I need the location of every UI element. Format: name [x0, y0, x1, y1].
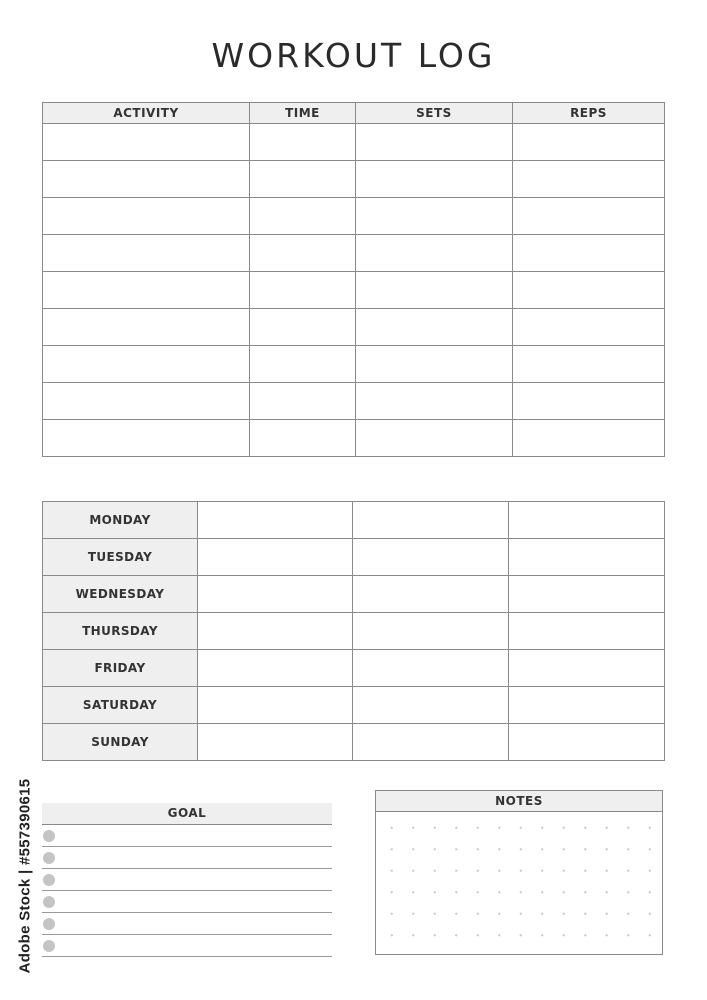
day-label-friday: FRIDAY [43, 650, 198, 687]
week-cell[interactable] [198, 724, 353, 761]
week-cell[interactable] [509, 724, 665, 761]
activity-row [43, 161, 665, 198]
activity-cell[interactable] [513, 309, 665, 346]
day-label-wednesday: WEDNESDAY [43, 576, 198, 613]
goal-header: GOAL [42, 803, 332, 825]
week-cell[interactable] [353, 724, 509, 761]
activity-cell[interactable] [250, 383, 356, 420]
activity-cell[interactable] [250, 346, 356, 383]
bullet-icon [43, 830, 55, 842]
week-cell[interactable] [198, 687, 353, 724]
week-cell[interactable] [198, 576, 353, 613]
activity-cell[interactable] [513, 383, 665, 420]
day-label-thursday: THURSDAY [43, 613, 198, 650]
activity-cell[interactable] [250, 235, 356, 272]
activity-row [43, 383, 665, 420]
week-cell[interactable] [198, 613, 353, 650]
week-cell[interactable] [509, 576, 665, 613]
bullet-icon [43, 852, 55, 864]
week-row [43, 687, 665, 724]
bullet-icon [43, 918, 55, 930]
week-row [43, 539, 665, 576]
notes-section [375, 790, 663, 955]
stock-id-text: Adobe Stock | #557390615 [16, 778, 34, 974]
week-cell[interactable] [353, 539, 509, 576]
column-header-sets: SETS [356, 103, 513, 124]
week-cell[interactable] [198, 539, 353, 576]
activity-row [43, 420, 665, 457]
activity-table-header [43, 103, 665, 124]
week-cell[interactable] [509, 613, 665, 650]
activity-cell[interactable] [43, 124, 250, 161]
activity-cell[interactable] [513, 346, 665, 383]
activity-cell[interactable] [356, 309, 513, 346]
goal-line[interactable] [42, 935, 332, 957]
week-cell[interactable] [509, 650, 665, 687]
week-cell[interactable] [353, 576, 509, 613]
activity-cell[interactable] [250, 198, 356, 235]
week-cell[interactable] [509, 502, 665, 539]
bullet-icon [43, 940, 55, 952]
activity-cell[interactable] [250, 420, 356, 457]
activity-row [43, 198, 665, 235]
activity-cell[interactable] [356, 346, 513, 383]
activity-cell[interactable] [513, 124, 665, 161]
notes-header: NOTES [376, 791, 662, 812]
activity-row [43, 272, 665, 309]
bullet-icon [43, 896, 55, 908]
dotted-notes-area[interactable] [376, 812, 662, 954]
goal-line[interactable] [42, 869, 332, 891]
week-cell[interactable] [353, 650, 509, 687]
bullet-icon [43, 874, 55, 886]
activity-cell[interactable] [250, 161, 356, 198]
day-label-sunday: SUNDAY [43, 724, 198, 761]
activity-cell[interactable] [43, 235, 250, 272]
activity-cell[interactable] [250, 272, 356, 309]
activity-cell[interactable] [43, 161, 250, 198]
activity-cell[interactable] [513, 235, 665, 272]
activity-cell[interactable] [356, 272, 513, 309]
week-row [43, 576, 665, 613]
activity-row [43, 235, 665, 272]
activity-cell[interactable] [513, 420, 665, 457]
week-row [43, 650, 665, 687]
week-cell[interactable] [353, 687, 509, 724]
activity-cell[interactable] [356, 235, 513, 272]
activity-cell[interactable] [513, 198, 665, 235]
week-row [43, 724, 665, 761]
goal-list [42, 825, 332, 957]
goal-line[interactable] [42, 913, 332, 935]
activity-table [42, 102, 665, 457]
activity-cell[interactable] [250, 124, 356, 161]
activity-cell[interactable] [513, 161, 665, 198]
activity-cell[interactable] [43, 198, 250, 235]
activity-cell[interactable] [43, 272, 250, 309]
activity-row [43, 309, 665, 346]
day-label-tuesday: TUESDAY [43, 539, 198, 576]
column-header-time: TIME [250, 103, 356, 124]
activity-cell[interactable] [43, 420, 250, 457]
week-row [43, 502, 665, 539]
activity-cell[interactable] [356, 420, 513, 457]
activity-row [43, 124, 665, 161]
activity-cell[interactable] [513, 272, 665, 309]
activity-cell[interactable] [356, 124, 513, 161]
goal-line[interactable] [42, 847, 332, 869]
goal-line[interactable] [42, 891, 332, 913]
activity-cell[interactable] [356, 161, 513, 198]
column-header-activity: ACTIVITY [43, 103, 250, 124]
week-cell[interactable] [353, 613, 509, 650]
activity-row [43, 346, 665, 383]
week-cell[interactable] [353, 502, 509, 539]
activity-cell[interactable] [356, 383, 513, 420]
week-cell[interactable] [198, 650, 353, 687]
activity-cell[interactable] [43, 309, 250, 346]
goal-section [42, 803, 332, 957]
column-header-reps: REPS [513, 103, 665, 124]
goal-line[interactable] [42, 825, 332, 847]
day-label-monday: MONDAY [43, 502, 198, 539]
week-cell[interactable] [509, 687, 665, 724]
week-row [43, 613, 665, 650]
weekly-table [42, 501, 665, 761]
day-label-saturday: SATURDAY [43, 687, 198, 724]
activity-cell[interactable] [356, 198, 513, 235]
activity-cell[interactable] [43, 346, 250, 383]
week-cell[interactable] [198, 502, 353, 539]
week-cell[interactable] [509, 539, 665, 576]
stock-watermark-id [14, 766, 36, 986]
page-title: WORKOUT LOG [211, 36, 496, 75]
activity-cell[interactable] [43, 383, 250, 420]
activity-cell[interactable] [250, 309, 356, 346]
